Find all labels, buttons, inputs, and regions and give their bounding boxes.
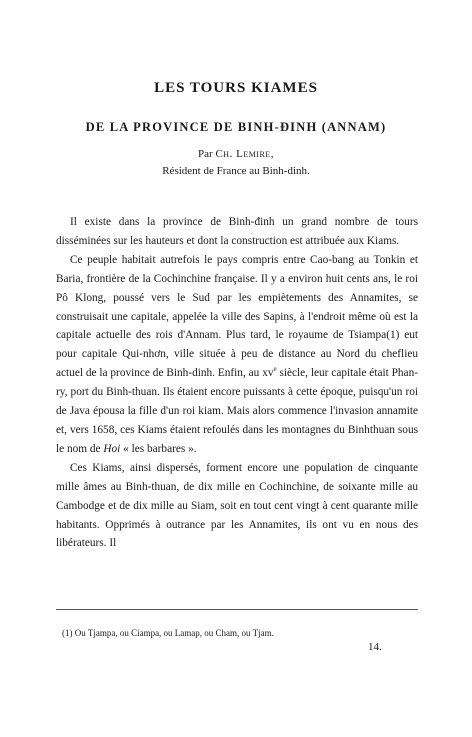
paragraph-2-part-b: siècle, leur capitale était Phan-ry, port du Binh-thuan. Ils étaient encore puissants à cette époque, puisqu'un roi de Java épousa la fille d'un roi kiam. Mais alors commence l'invasion annamite et, vers 1658, ces Kiams étaient refoulés dans les montagnes du Binhthuan sous le nom de <box>56 367 418 455</box>
footnote: (1) Ou Tjampa, ou Ciampa, ou Lamap, ou Cham, ou Tjam. <box>62 628 274 638</box>
paragraph-2-part-c: « les barbares ». <box>120 442 197 455</box>
paragraph-2-part-a: Ce peuple habitait autrefois le pays compris entre Cao-bang au Tonkin et Baria, frontière de la Cochinchine française. Il y a environ huit cents ans, le roi Pô Klong, poussé vers le Sud par les empiètements des Annamites, se construisait une capitale, appelée la ville des Sapins, à l'endroit même où est la capitale actuelle des rois d'Annam. Plus tard, le royaume de Tsiampa(1) eut pour capitale Qui-nhơn, ville située à peu de distance au Nord du cheflieu actuel de la province de Binh-dinh. Enfin, au <box>56 253 418 380</box>
century-superscript: e <box>273 365 277 374</box>
body-text <box>56 213 418 553</box>
century-numeral: xv <box>262 367 274 380</box>
page-number: 14. <box>368 641 382 653</box>
author-name: Ch. Lemire, <box>215 148 274 160</box>
hoi-term: Hoi <box>103 442 121 455</box>
paragraph-1: Il existe dans la province de Binh-đinh un grand nombre de tours disséminées sur les hauteurs et dont la construction est attribuée aux Kiams. <box>56 216 418 247</box>
article-title: LES TOURS KIAMES <box>154 80 318 96</box>
author-line <box>0 148 472 160</box>
paragraph-2 <box>56 251 418 459</box>
article-subtitle: DE LA PROVINCE DE BINH-ĐINH (ANNAM) <box>85 120 387 134</box>
author-prefix: Par <box>198 148 216 160</box>
author-role: Résident de France au Binh-dinh. <box>162 165 310 177</box>
paragraph-3: Ces Kiams, ainsi dispersés, forment encore une population de cinquante mille âmes au Binh-thuan, de dix mille en Cochinchine, de soixante mille au Cambodge et de dix mille au Siam, soit en tout cent vingt à cent quarante mille habitants. Opprimés à outrance par les Annamites, ils ont vu en nous des libérateurs. Il <box>56 461 418 550</box>
footnote-divider <box>56 609 418 610</box>
